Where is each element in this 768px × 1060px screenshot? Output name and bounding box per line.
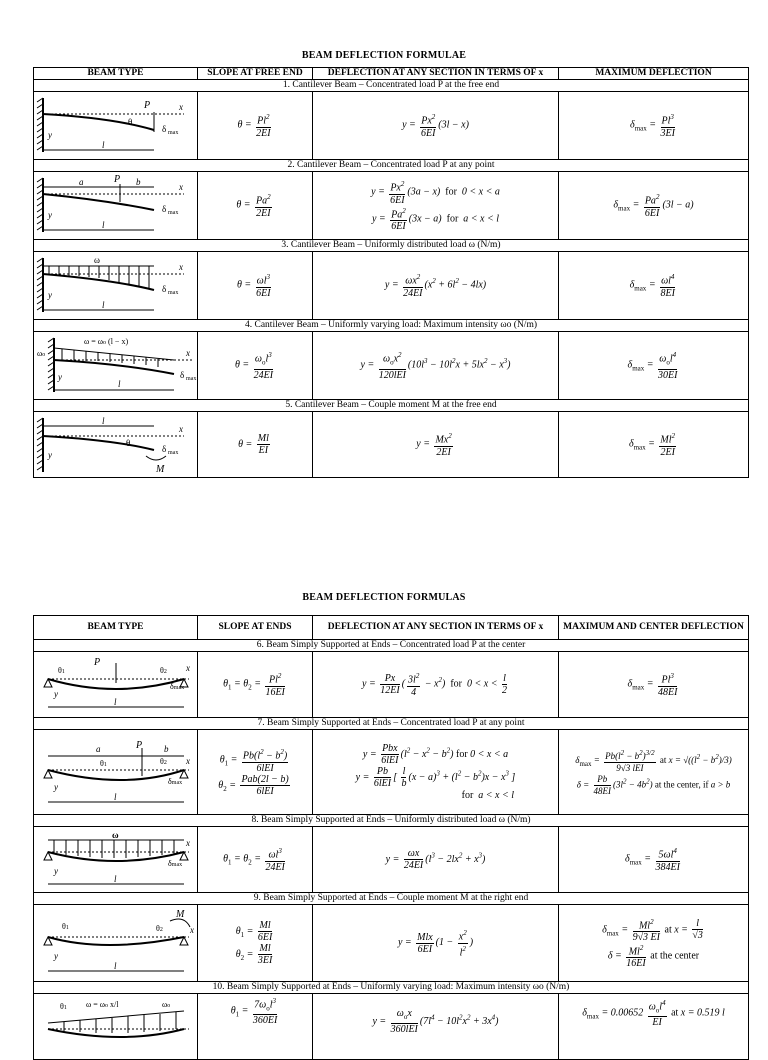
slope-formula: $\theta_1$ = $\frac{Ml}{6EI}$ $\theta_2$ = $\frac{Ml}{3EI}$ <box>198 905 313 982</box>
svg-text:l: l <box>102 220 105 230</box>
svg-text:x: x <box>179 102 183 112</box>
section-caption: 10. Beam Simply Supported at Ends – Uniformly varying load: Maximum intensity ωo (N/m) <box>34 982 749 994</box>
deflection-formula: y = $\frac{Mx^2}{2EI}$ <box>313 412 559 478</box>
table-row <box>34 412 749 478</box>
slope-formula: θ = $\frac{Pa^2}{2EI}$ <box>198 172 313 240</box>
svg-text:max: max <box>168 210 179 216</box>
sheet2-table <box>33 615 749 1060</box>
svg-text:max: max <box>168 450 179 456</box>
max-deflection-formula: $\delta_{max}$ = $\frac{Pa^2}{6EI}$ (3l − a) <box>559 172 749 240</box>
svg-text:θ1: θ1 <box>58 665 65 675</box>
slope-formula: $\theta_1 = \theta_2$ = $\frac{\omega l^3}{24EI}$ <box>198 827 313 893</box>
svg-text:δ: δ <box>162 284 167 294</box>
svg-text:y: y <box>48 290 52 300</box>
table-row <box>34 172 749 240</box>
beam-diagram <box>34 652 198 718</box>
svg-text:y: y <box>48 130 52 140</box>
beam-diagram <box>34 730 198 815</box>
svg-text:y: y <box>48 210 52 220</box>
svg-text:y: y <box>58 372 62 382</box>
beam-diagram <box>34 92 198 160</box>
svg-text:y: y <box>54 782 58 792</box>
svg-text:θ1: θ1 <box>100 759 107 768</box>
header-max-deflection: MAXIMUM AND CENTER DEFLECTION <box>559 616 749 640</box>
table-row <box>34 652 749 718</box>
svg-text:ω: ω <box>112 829 119 840</box>
header-row <box>34 616 749 640</box>
deflection-formula: y = $\frac{\omega x}{24EI}$ $(l^3 - 2lx^2 + x^3)$ <box>313 827 559 893</box>
svg-text:θ: θ <box>126 438 131 448</box>
svg-text:y: y <box>54 688 58 699</box>
slope-formula: θ = $\frac{\omega_ol^3}{24EI}$ <box>198 332 313 400</box>
section-caption: 9. Beam Simply Supported at Ends – Couple moment M at the right end <box>34 893 749 905</box>
svg-text:δ: δ <box>162 204 167 214</box>
deflection-formula: y = $\frac{\omega_ox^2}{\text{120lEI}}$ $(10l^3 - 10l^2x + 5lx^2 - x^3)$ <box>313 332 559 400</box>
table-row <box>34 92 749 160</box>
svg-text:δ: δ <box>162 444 167 454</box>
svg-text:δmax: δmax <box>170 681 185 691</box>
svg-text:l: l <box>114 696 117 707</box>
sheet1-table <box>33 67 749 478</box>
svg-text:ω = ωo x/l: ω = ωo x/l <box>86 999 119 1009</box>
table-row <box>34 994 749 1060</box>
svg-text:max: max <box>168 130 179 136</box>
sheet2-title: BEAM DEFLECTION FORMULAS <box>302 592 466 603</box>
max-deflection-formula: $\delta_{max}$ = $\frac{Pl^3}{3EI}$ <box>559 92 749 160</box>
svg-text:l: l <box>102 300 105 310</box>
svg-text:x: x <box>186 837 190 848</box>
table-row <box>34 252 749 320</box>
max-deflection-formula: $\delta_{max}$ = $\frac{\omega_ol^4}{30EI}$ <box>559 332 749 400</box>
header-slope: SLOPE AT FREE END <box>198 68 313 80</box>
svg-text:l: l <box>118 379 121 389</box>
header-max-deflection: MAXIMUM DEFLECTION <box>559 68 749 80</box>
svg-text:x: x <box>190 925 194 935</box>
slope-formula: θ = $\frac{Pl^2}{2EI}$ <box>198 92 313 160</box>
section-caption: 4. Cantilever Beam – Uniformly varying load: Maximum intensity ωo (N/m) <box>34 320 749 332</box>
header-slope: SLOPE AT ENDS <box>198 616 313 640</box>
svg-text:P: P <box>94 656 101 668</box>
max-deflection-formula: $\delta_{max} = 0.00652$ $\frac{\omega_ol^4}{EI}$ at x = 0.519 l <box>559 994 749 1060</box>
header-row <box>34 68 749 80</box>
svg-text:x: x <box>186 348 190 358</box>
svg-text:l: l <box>102 416 105 426</box>
section-caption: 7. Beam Simply Supported at Ends – Concentrated load P at any point <box>34 718 749 730</box>
beam-diagram <box>34 332 198 400</box>
svg-text:P: P <box>136 740 143 751</box>
svg-text:θ2: θ2 <box>160 757 167 766</box>
svg-text:l: l <box>114 873 117 884</box>
svg-text:a: a <box>79 177 84 187</box>
svg-text:ω: ω <box>94 255 100 265</box>
section-caption: 2. Cantilever Beam – Concentrated load P at any point <box>34 160 749 172</box>
table-row <box>34 332 749 400</box>
slope-formula: $\theta_1$ = $\frac{Pb(l^2 - b^2)}{\text{6lEI}}$ $\theta_2$ = $\frac{\text{Pab(2l − b)}}{\text{6lEI}}$ <box>198 730 313 815</box>
table-row <box>34 905 749 982</box>
beam-diagram <box>34 172 198 240</box>
svg-text:δ: δ <box>180 370 185 380</box>
svg-text:P: P <box>144 100 151 111</box>
svg-text:x: x <box>179 182 183 192</box>
svg-text:θ1: θ1 <box>62 922 69 931</box>
max-deflection-formula: $\delta_{max}$ = $\frac{Pl^3}{48EI}$ <box>559 652 749 718</box>
svg-text:y: y <box>54 865 58 876</box>
svg-text:l: l <box>114 792 117 802</box>
svg-text:a: a <box>96 744 101 754</box>
deflection-formula: y = $\frac{Px^2}{6EI}$ (3a − x) for 0 < x < a y = $\frac{Pa^2}{6EI}$ (3x − a) for a < x < l <box>313 172 559 240</box>
table-row <box>34 827 749 893</box>
svg-text:ω = ωo (l − x): ω = ωo (l − x) <box>84 337 129 346</box>
svg-text:δ: δ <box>162 124 167 134</box>
slope-formula: $\theta_1 = \theta_2$ = $\frac{Pl^2}{16EI}$ <box>198 652 313 718</box>
svg-text:max: max <box>168 290 179 296</box>
table-row <box>34 730 749 815</box>
section-caption: 3. Cantilever Beam – Uniformly distributed load ω (N/m) <box>34 240 749 252</box>
max-deflection-formula: $\delta_{max}$ = $\frac{\omega l^4}{8EI}$ <box>559 252 749 320</box>
header-beam-type: BEAM TYPE <box>34 68 198 80</box>
svg-text:l: l <box>114 961 117 971</box>
deflection-formula: y = $\frac{\text{Mlx}}{6EI}$ (1 − $\frac{x^2}{l^2}$ ) <box>313 905 559 982</box>
svg-text:y: y <box>48 450 52 460</box>
svg-text:b: b <box>164 744 169 754</box>
svg-text:x: x <box>179 424 183 434</box>
beam-diagram <box>34 905 198 982</box>
svg-text:θ2: θ2 <box>160 665 167 675</box>
beam-diagram <box>34 252 198 320</box>
max-deflection-formula: $\delta_{max}$ = $\frac{Ml^2}{2EI}$ <box>559 412 749 478</box>
svg-text:b: b <box>136 177 141 187</box>
svg-text:P: P <box>114 174 121 185</box>
svg-text:y: y <box>54 951 58 961</box>
deflection-formula: y = $\frac{\omega x^2}{24EI}$ $(x^2 + 6l^2 - 4lx)$ <box>313 252 559 320</box>
svg-text:x: x <box>179 262 183 272</box>
deflection-formula: y = $\frac{Px^2}{6EI}$ (3l − x) <box>313 92 559 160</box>
svg-text:θ: θ <box>128 117 133 127</box>
deflection-formula: y = $\frac{Px}{12EI}$ ( $\frac{3l^2}{4}$ − $x^2$) for 0 < x < $\frac{l}{2}$ <box>313 652 559 718</box>
header-deflection: DEFLECTION AT ANY SECTION IN TERMS OF x <box>313 68 559 80</box>
section-caption: 8. Beam Simply Supported at Ends – Uniformly distributed load ω (N/m) <box>34 815 749 827</box>
svg-text:ωo: ωo <box>162 999 171 1009</box>
section-caption: 5. Cantilever Beam – Couple moment M at the free end <box>34 400 749 412</box>
svg-text:M: M <box>176 909 185 920</box>
svg-text:θ2: θ2 <box>156 924 163 933</box>
beam-diagram <box>34 827 198 893</box>
svg-text:M: M <box>156 464 165 475</box>
svg-text:θ1: θ1 <box>60 1001 67 1011</box>
slope-formula: $\theta_1$ = $\frac{7\omega_ol^3}{360EI}$ <box>198 994 313 1060</box>
slope-formula: θ = $\frac{\omega l^3}{6EI}$ <box>198 252 313 320</box>
svg-text:l: l <box>102 140 105 150</box>
section-caption: 1. Cantilever Beam – Concentrated load P at the free end <box>34 80 749 92</box>
svg-text:δmax: δmax <box>168 777 183 786</box>
beam-diagram <box>34 412 198 478</box>
deflection-formula: y = $\frac{\text{Pbx}}{\text{6lEI}}$ $(l^2 - x^2 - b^2)$ for 0 < x < a y = $\frac{Pb}{\text{6lEI}}$ [ $\frac{l}{b}$ $(x - a)^3 + (l^2 - b^2)x - x^3$ ] for a < x < l <box>313 730 559 815</box>
svg-text:x: x <box>186 756 190 766</box>
sheet1-title: BEAM DEFLECTION FORMULAE <box>301 50 467 61</box>
beam-diagram <box>34 994 198 1060</box>
header-beam-type: BEAM TYPE <box>34 616 198 640</box>
max-deflection-formula: $\delta_{max}$ = $\frac{Ml^2}{9√3 EI}$ at x = $\frac{l}{√3}$ δ = $\frac{Ml^2}{16EI}$ at the center <box>559 905 749 982</box>
deflection-formula: y = $\frac{\omega_ox}{\text{360lEI}}$ $(7l^4 - 10l^2x^2 + 3x^4)$ <box>313 994 559 1060</box>
header-deflection: DEFLECTION AT ANY SECTION IN TERMS OF x <box>313 616 559 640</box>
section-caption: 6. Beam Simply Supported at Ends – Concentrated load P at the center <box>34 640 749 652</box>
svg-text:δmax: δmax <box>168 858 183 868</box>
svg-text:max: max <box>186 376 197 382</box>
max-deflection-formula: $\delta_{max}$ = $\frac{Pb(l^2 - b^2)^{3/2}}{\text{9√3 lEI}}$ at $x = √((l^2 - b^2)/3)$ δ = $\frac{Pb}{48EI}$ $(3l^2 - 4b^2)$ at the center, if a > b <box>559 730 749 815</box>
slope-formula: θ = $\frac{Ml}{EI}$ <box>198 412 313 478</box>
svg-text:x: x <box>186 662 190 673</box>
max-deflection-formula: $\delta_{max}$ = $\frac{5\omega l^4}{384EI}$ <box>559 827 749 893</box>
svg-text:ωo: ωo <box>37 349 46 358</box>
